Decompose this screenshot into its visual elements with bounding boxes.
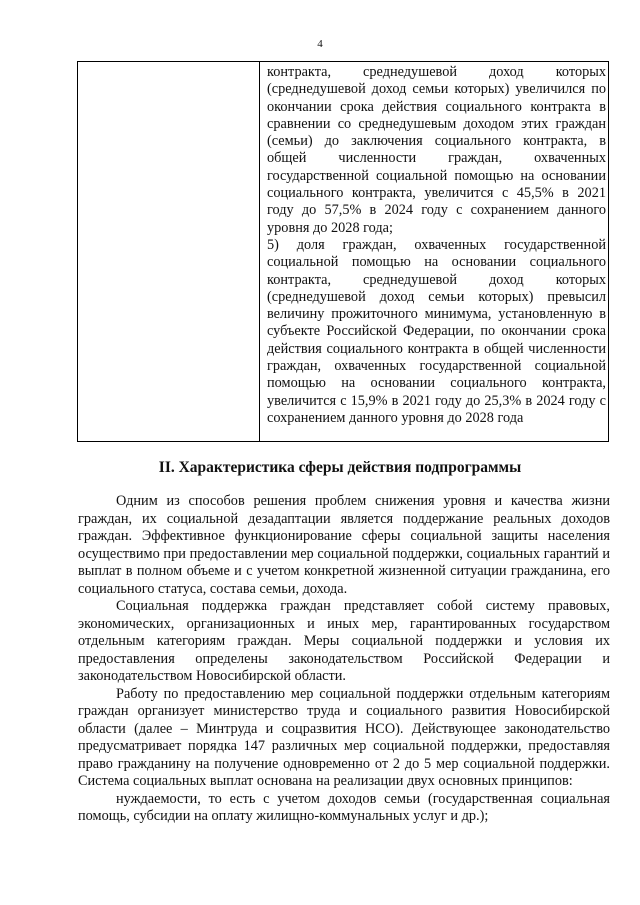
table-cell-paragraph: 5) доля граждан, охваченных государственной социальной помощью на основании социального контракта, среднедушевой доход которых (среднедушевой доход семьи которых) превысил величину прожиточного минимума, установленную в субъекте Российской Федерации, по окончании срока действия социального контракта в общей численности граждан, охваченных государственной социальной помощью на основании социального контракта, увеличится с 15,9% в 2021 году до 25,3% в 2024 году с сохранением данного уровня до 2028 года <box>267 236 606 426</box>
body-paragraph: Работу по предоставлению мер социальной поддержки отдельным категориям граждан организует министерство труда и социального развития Новосибирской области (далее – Минтруда и соцразвития НСО). Действующее законодательство предусматривает порядка 147 различных мер социальной поддержки, предоставляя право гражданину на получение одновременно от 2 до 5 мер социальной поддержки. Система социальных выплат основана на реализации двух основных принципов: <box>78 685 610 789</box>
section-body <box>78 493 610 826</box>
table-left-cell <box>78 62 260 441</box>
section-heading: II. Характеристика сферы действия подпрограммы <box>158 459 522 476</box>
table-cell-paragraph: контракта, среднедушевой доход которых (среднедушевой доход семьи которых) увеличился по окончании срока действия социального контракта в сравнении со среднедушевым доходом этих граждан (семьи) до заключения социального контракта, в общей численности граждан, охваченных государственной социальной помощью на основании социального контракта, увеличится с 45,5% в 2021 году до 57,5% в 2024 году с сохранением данного уровня до 2028 года; <box>267 64 606 236</box>
page-number: 4 <box>317 38 323 50</box>
body-paragraph: Социальная поддержка граждан представляет собой систему правовых, экономических, организационных и иных мер, гарантированных государством отдельным категориям граждан. Меры социальной поддержки и условия их предоставления определены законодательством Российской Федерации и законодательством Новосибирской области. <box>78 598 610 684</box>
indicators-table <box>77 61 609 442</box>
body-paragraph: Одним из способов решения проблем снижения уровня и качества жизни граждан, их социальной дезадаптации является поддержание реальных доходов граждан. Эффективное функционирование сферы социальной защиты населения осуществимо при предоставлении мер социальной поддержки, социальных гарантий и выплат в полном объеме и с учетом конкретной жизненной ситуации гражданина, его социального статуса, состава семьи, дохода. <box>78 493 610 597</box>
table-right-cell <box>260 62 608 441</box>
body-paragraph: нуждаемости, то есть с учетом доходов семьи (государственная социальная помощь, субсидии на оплату жилищно-коммунальных услуг и др.); <box>78 790 610 824</box>
